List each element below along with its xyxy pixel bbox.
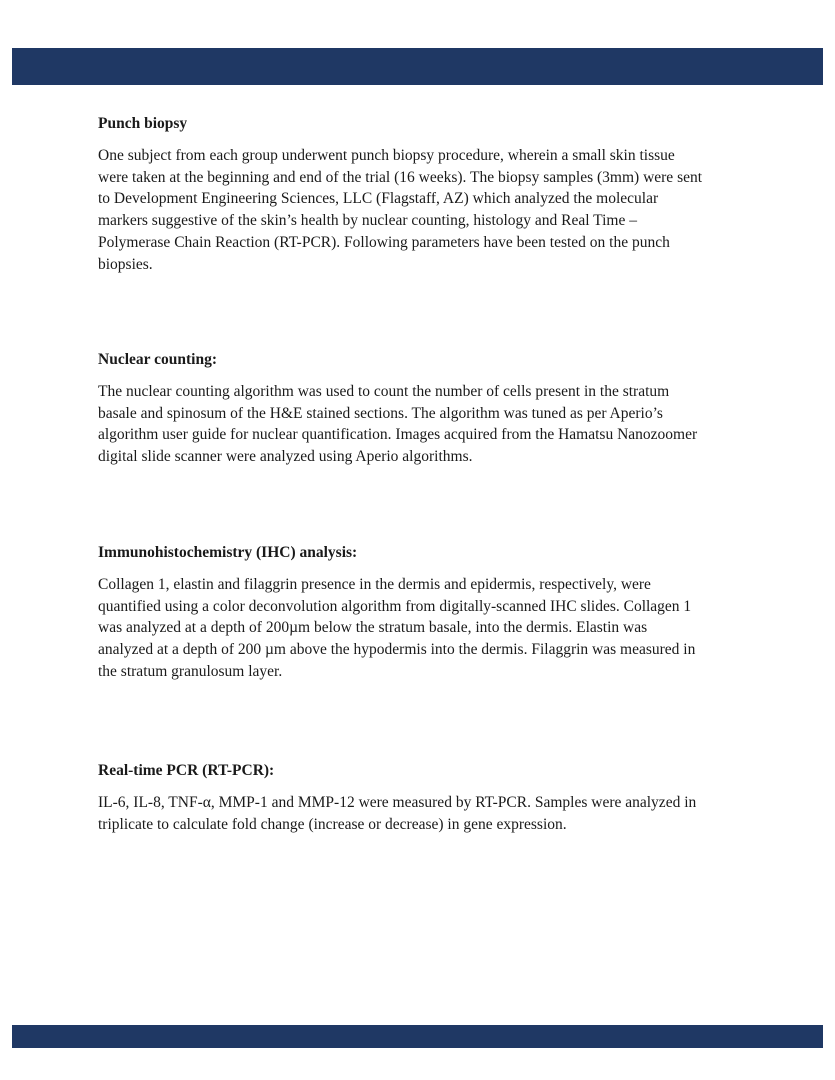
section-nuclear-counting — [98, 350, 748, 468]
section-heading: Punch biopsy — [98, 115, 188, 132]
section-rt-pcr — [98, 761, 748, 835]
section-heading: Real-time PCR (RT-PCR): — [98, 762, 275, 779]
paragraph-line: Polymerase Chain Reaction (RT-PCR). Following parameters have been tested on the punch — [98, 233, 670, 251]
paragraph-line: IL-6, IL-8, TNF-α, MMP-1 and MMP-12 were measured by RT-PCR. Samples were analyzed in — [98, 794, 697, 811]
paragraph-line: biopsies. — [98, 255, 153, 273]
section-heading: Immunohistochemistry (IHC) analysis: — [98, 544, 358, 561]
header-band — [12, 48, 823, 85]
section-heading: Nuclear counting: — [98, 351, 217, 368]
paragraph-line: to Development Engineering Sciences, LLC (Flagstaff, AZ) which analyzed the molecular — [98, 190, 659, 208]
section-paragraph — [98, 792, 748, 835]
section-punch-biopsy — [98, 114, 748, 275]
paragraph-line: were taken at the beginning and end of the trial (16 weeks). The biopsy samples (3mm) were sent — [98, 168, 703, 186]
section-paragraph — [98, 381, 748, 468]
section-paragraph — [98, 145, 748, 275]
paragraph-line: triplicate to calculate fold change (increase or decrease) in gene expression. — [98, 815, 567, 833]
paragraph-line: digital slide scanner were analyzed using Aperio algorithms. — [98, 448, 473, 466]
paragraph-line: One subject from each group underwent punch biopsy procedure, wherein a small skin tissue — [98, 147, 675, 164]
paragraph-line: the stratum granulosum layer. — [98, 662, 283, 680]
paragraph-line: The nuclear counting algorithm was used to count the number of cells present in the stratum — [98, 383, 670, 400]
paragraph-line: quantified using a color deconvolution algorithm from digitally-scanned IHC slides. Collagen 1 — [98, 597, 692, 615]
paragraph-line: Collagen 1, elastin and filaggrin presence in the dermis and epidermis, respectively, were — [98, 576, 651, 593]
paragraph-line: basale and spinosum of the H&E stained sections. The algorithm was tuned as per Aperio’s — [98, 404, 663, 422]
paragraph-line: algorithm user guide for nuclear quantification. Images acquired from the Hamatsu Nanozoomer — [98, 426, 698, 444]
paragraph-line: was analyzed at a depth of 200µm below the stratum basale, into the dermis. Elastin was — [98, 619, 648, 637]
section-paragraph — [98, 574, 748, 683]
paragraph-line: markers suggestive of the skin’s health by nuclear counting, histology and Real Time – — [98, 212, 637, 230]
paragraph-line: analyzed at a depth of 200 µm above the hypodermis into the dermis. Filaggrin was measured in — [98, 641, 696, 659]
footer-band — [12, 1025, 823, 1048]
section-ihc-analysis — [98, 543, 748, 683]
